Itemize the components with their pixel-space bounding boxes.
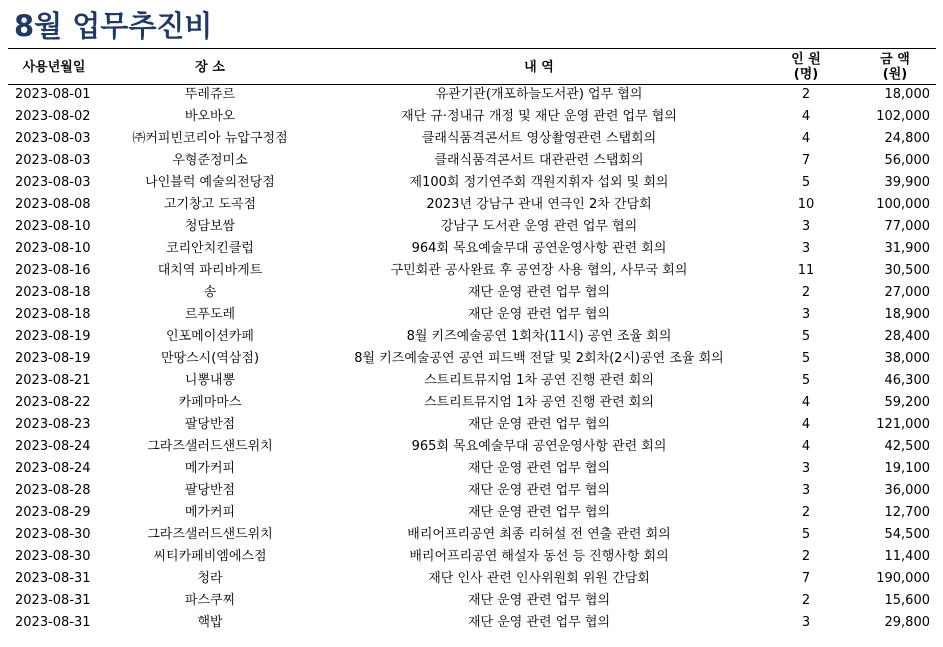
- cell-description: 재단 운영 관련 업무 협의: [467, 307, 611, 322]
- cell-description: 클래식품격콘서트 영상촬영관련 스탭회의: [421, 131, 657, 146]
- cell-amount: 27,000: [884, 285, 930, 300]
- cell-description: 8월 키즈예술공연 공연 피드백 전달 및 2회차(2시)공연 조율 회의: [354, 351, 724, 366]
- cell-people: 3: [801, 483, 811, 498]
- cell-place: 팔당반점: [184, 417, 236, 432]
- cell-date: 2023-08-03: [15, 175, 91, 190]
- expense-table: [8, 50, 936, 634]
- table-row: [8, 326, 936, 348]
- cell-date: 2023-08-30: [15, 527, 91, 542]
- cell-description: 제100회 정기연주회 객원지휘자 섭외 및 회의: [409, 175, 669, 190]
- cell-description: 8월 키즈예술공연 1회차(11시) 공연 조율 회의: [406, 329, 672, 344]
- table-row: [8, 436, 936, 458]
- cell-people: 3: [801, 461, 811, 476]
- cell-place: 메가커피: [184, 461, 236, 476]
- column-header-place: 장 소: [195, 59, 225, 75]
- cell-place: 코리안치킨클럽: [166, 241, 254, 256]
- cell-place: 우형준정미소: [172, 153, 248, 168]
- table-row: [8, 282, 936, 304]
- cell-amount: 190,000: [876, 571, 930, 586]
- cell-people: 2: [801, 87, 811, 102]
- cell-people: 7: [801, 153, 811, 168]
- table-row: [8, 590, 936, 612]
- cell-people: 5: [801, 175, 811, 190]
- cell-description: 유관기관(개포하늘도서관) 업무 협의: [435, 87, 643, 102]
- cell-people: 10: [797, 197, 815, 212]
- cell-people: 4: [801, 439, 811, 454]
- cell-date: 2023-08-03: [15, 131, 91, 146]
- cell-amount: 30,500: [884, 263, 930, 278]
- cell-people: 4: [801, 417, 811, 432]
- cell-amount: 29,800: [884, 615, 930, 630]
- column-header-people: [758, 50, 854, 84]
- cell-people: 2: [801, 549, 811, 564]
- cell-description: 2023년 강남구 관내 연극인 2차 간담회: [426, 197, 652, 212]
- cell-people: 5: [801, 329, 811, 344]
- cell-amount: 19,100: [884, 461, 930, 476]
- cell-description: 구민회관 공사완료 후 공연장 사용 협의, 사무국 회의: [390, 263, 688, 278]
- cell-amount: 46,300: [884, 373, 930, 388]
- cell-date: 2023-08-08: [15, 197, 91, 212]
- column-header-amount-unit: (원): [882, 67, 908, 82]
- table-row: [8, 260, 936, 282]
- cell-place: 바오바오: [184, 109, 236, 124]
- cell-place: 메가커피: [184, 505, 236, 520]
- cell-people: 5: [801, 373, 811, 388]
- page-title: 8월 업무추진비: [14, 9, 213, 43]
- table-row: [8, 392, 936, 414]
- cell-description: 배리어프리공연 해설자 동선 등 진행사항 회의: [409, 549, 669, 564]
- table-row: [8, 150, 936, 172]
- cell-people: 5: [801, 527, 811, 542]
- cell-date: 2023-08-28: [15, 483, 91, 498]
- cell-amount: 18,900: [884, 307, 930, 322]
- cell-date: 2023-08-30: [15, 549, 91, 564]
- cell-date: 2023-08-16: [15, 263, 91, 278]
- cell-amount: 12,700: [884, 505, 930, 520]
- cell-description: 964회 목요예술무대 공연운영사항 관련 회의: [411, 241, 667, 256]
- table-row: [8, 128, 936, 150]
- cell-people: 3: [801, 307, 811, 322]
- cell-date: 2023-08-19: [15, 329, 91, 344]
- cell-people: 3: [801, 219, 811, 234]
- cell-place: 청라: [197, 571, 223, 586]
- cell-people: 11: [797, 263, 815, 278]
- cell-place: ㈜커피빈코리아 뉴압구정점: [132, 131, 288, 146]
- column-header-date: 사용년월일: [22, 59, 86, 75]
- cell-description: 965회 목요예술무대 공연운영사항 관련 회의: [411, 439, 667, 454]
- table-body: [8, 84, 936, 634]
- cell-people: 2: [801, 505, 811, 520]
- cell-description: 클래식품격콘서트 대관관련 스탭회의: [434, 153, 644, 168]
- table-row: [8, 216, 936, 238]
- table-row: [8, 414, 936, 436]
- table-row: [8, 546, 936, 568]
- cell-place: 대치역 파리바게트: [157, 263, 263, 278]
- cell-date: 2023-08-10: [15, 219, 91, 234]
- cell-date: 2023-08-22: [15, 395, 91, 410]
- cell-date: 2023-08-18: [15, 307, 91, 322]
- cell-place: 청담보쌈: [184, 219, 236, 234]
- table-row: [8, 612, 936, 634]
- table-row: [8, 172, 936, 194]
- cell-date: 2023-08-10: [15, 241, 91, 256]
- cell-place: 카페마마스: [178, 395, 242, 410]
- column-header-description: 내 역: [524, 59, 554, 75]
- cell-people: 3: [801, 615, 811, 630]
- cell-date: 2023-08-01: [15, 87, 91, 102]
- cell-date: 2023-08-24: [15, 439, 91, 454]
- cell-description: 스트리트뮤지엄 1차 공연 진행 관련 회의: [424, 373, 654, 388]
- cell-amount: 102,000: [876, 109, 930, 124]
- cell-date: 2023-08-31: [15, 615, 91, 630]
- table-row: [8, 348, 936, 370]
- column-header-amount-label: 금 액: [880, 52, 910, 67]
- cell-amount: 121,000: [876, 417, 930, 432]
- column-header-people-label: 인 원: [791, 52, 821, 67]
- cell-people: 4: [801, 395, 811, 410]
- cell-date: 2023-08-21: [15, 373, 91, 388]
- cell-place: 그라즈샐러드샌드위치: [147, 527, 273, 542]
- table-row: [8, 480, 936, 502]
- cell-place: 르푸도레: [184, 307, 236, 322]
- cell-description: 재단 운영 관련 업무 협의: [467, 285, 611, 300]
- cell-place: 핵밥: [197, 615, 223, 630]
- cell-amount: 100,000: [876, 197, 930, 212]
- cell-date: 2023-08-23: [15, 417, 91, 432]
- cell-date: 2023-08-31: [15, 593, 91, 608]
- cell-place: 씨티카페비엠에스점: [153, 549, 267, 564]
- table-row: [8, 238, 936, 260]
- cell-place: 파스쿠찌: [184, 593, 236, 608]
- cell-description: 재단 운영 관련 업무 협의: [467, 593, 611, 608]
- table-row: [8, 568, 936, 590]
- cell-date: 2023-08-29: [15, 505, 91, 520]
- cell-place: 그라즈샐러드샌드위치: [147, 439, 273, 454]
- cell-place: 뚜레쥬르: [184, 87, 236, 102]
- table-row: [8, 502, 936, 524]
- cell-place: 송: [203, 285, 217, 300]
- cell-place: 나인블럭 예술의전당점: [145, 175, 275, 190]
- cell-amount: 56,000: [884, 153, 930, 168]
- cell-description: 재단 운영 관련 업무 협의: [467, 461, 611, 476]
- cell-people: 2: [801, 593, 811, 608]
- cell-amount: 39,900: [884, 175, 930, 190]
- cell-date: 2023-08-03: [15, 153, 91, 168]
- cell-place: 팔당반점: [184, 483, 236, 498]
- cell-description: 재단 운영 관련 업무 협의: [467, 483, 611, 498]
- table-row: [8, 194, 936, 216]
- cell-place: 고기창고 도곡점: [163, 197, 257, 212]
- cell-description: 스트리트뮤지엄 1차 공연 진행 관련 회의: [424, 395, 654, 410]
- cell-date: 2023-08-02: [15, 109, 91, 124]
- cell-amount: 11,400: [884, 549, 930, 564]
- cell-people: 2: [801, 285, 811, 300]
- cell-description: 재단 운영 관련 업무 협의: [467, 417, 611, 432]
- cell-description: 재단 규·정내규 개정 및 재단 운영 관련 업무 협의: [401, 109, 677, 124]
- cell-people: 4: [801, 109, 811, 124]
- cell-amount: 24,800: [884, 131, 930, 146]
- cell-amount: 77,000: [884, 219, 930, 234]
- table-row: [8, 458, 936, 480]
- table-row: [8, 370, 936, 392]
- cell-amount: 42,500: [884, 439, 930, 454]
- table-header-row: [8, 50, 936, 84]
- cell-place: 인포메이션카페: [166, 329, 254, 344]
- cell-people: 5: [801, 351, 811, 366]
- cell-date: 2023-08-31: [15, 571, 91, 586]
- cell-description: 배리어프리공연 최종 리허설 전 연출 관련 회의: [407, 527, 671, 542]
- cell-amount: 38,000: [884, 351, 930, 366]
- cell-amount: 28,400: [884, 329, 930, 344]
- cell-amount: 18,000: [884, 87, 930, 102]
- cell-description: 재단 인사 관련 인사위원회 위원 간담회: [428, 571, 650, 586]
- cell-amount: 31,900: [884, 241, 930, 256]
- table-row: [8, 524, 936, 546]
- cell-people: 7: [801, 571, 811, 586]
- cell-amount: 15,600: [884, 593, 930, 608]
- cell-place: 만땅스시(역삼점): [160, 351, 260, 366]
- title-divider: [8, 48, 936, 49]
- column-header-people-unit: (명): [793, 67, 819, 82]
- cell-people: 3: [801, 241, 811, 256]
- cell-description: 재단 운영 관련 업무 협의: [467, 615, 611, 630]
- cell-amount: 59,200: [884, 395, 930, 410]
- cell-description: 재단 운영 관련 업무 협의: [467, 505, 611, 520]
- cell-date: 2023-08-24: [15, 461, 91, 476]
- column-header-amount: [854, 50, 936, 84]
- cell-amount: 36,000: [884, 483, 930, 498]
- cell-date: 2023-08-19: [15, 351, 91, 366]
- cell-people: 4: [801, 131, 811, 146]
- cell-description: 강남구 도서관 운영 관련 업무 협의: [440, 219, 638, 234]
- table-row: [8, 304, 936, 326]
- cell-amount: 54,500: [884, 527, 930, 542]
- cell-date: 2023-08-18: [15, 285, 91, 300]
- table-row: [8, 84, 936, 106]
- cell-place: 니뽕내뽕: [184, 373, 236, 388]
- table-row: [8, 106, 936, 128]
